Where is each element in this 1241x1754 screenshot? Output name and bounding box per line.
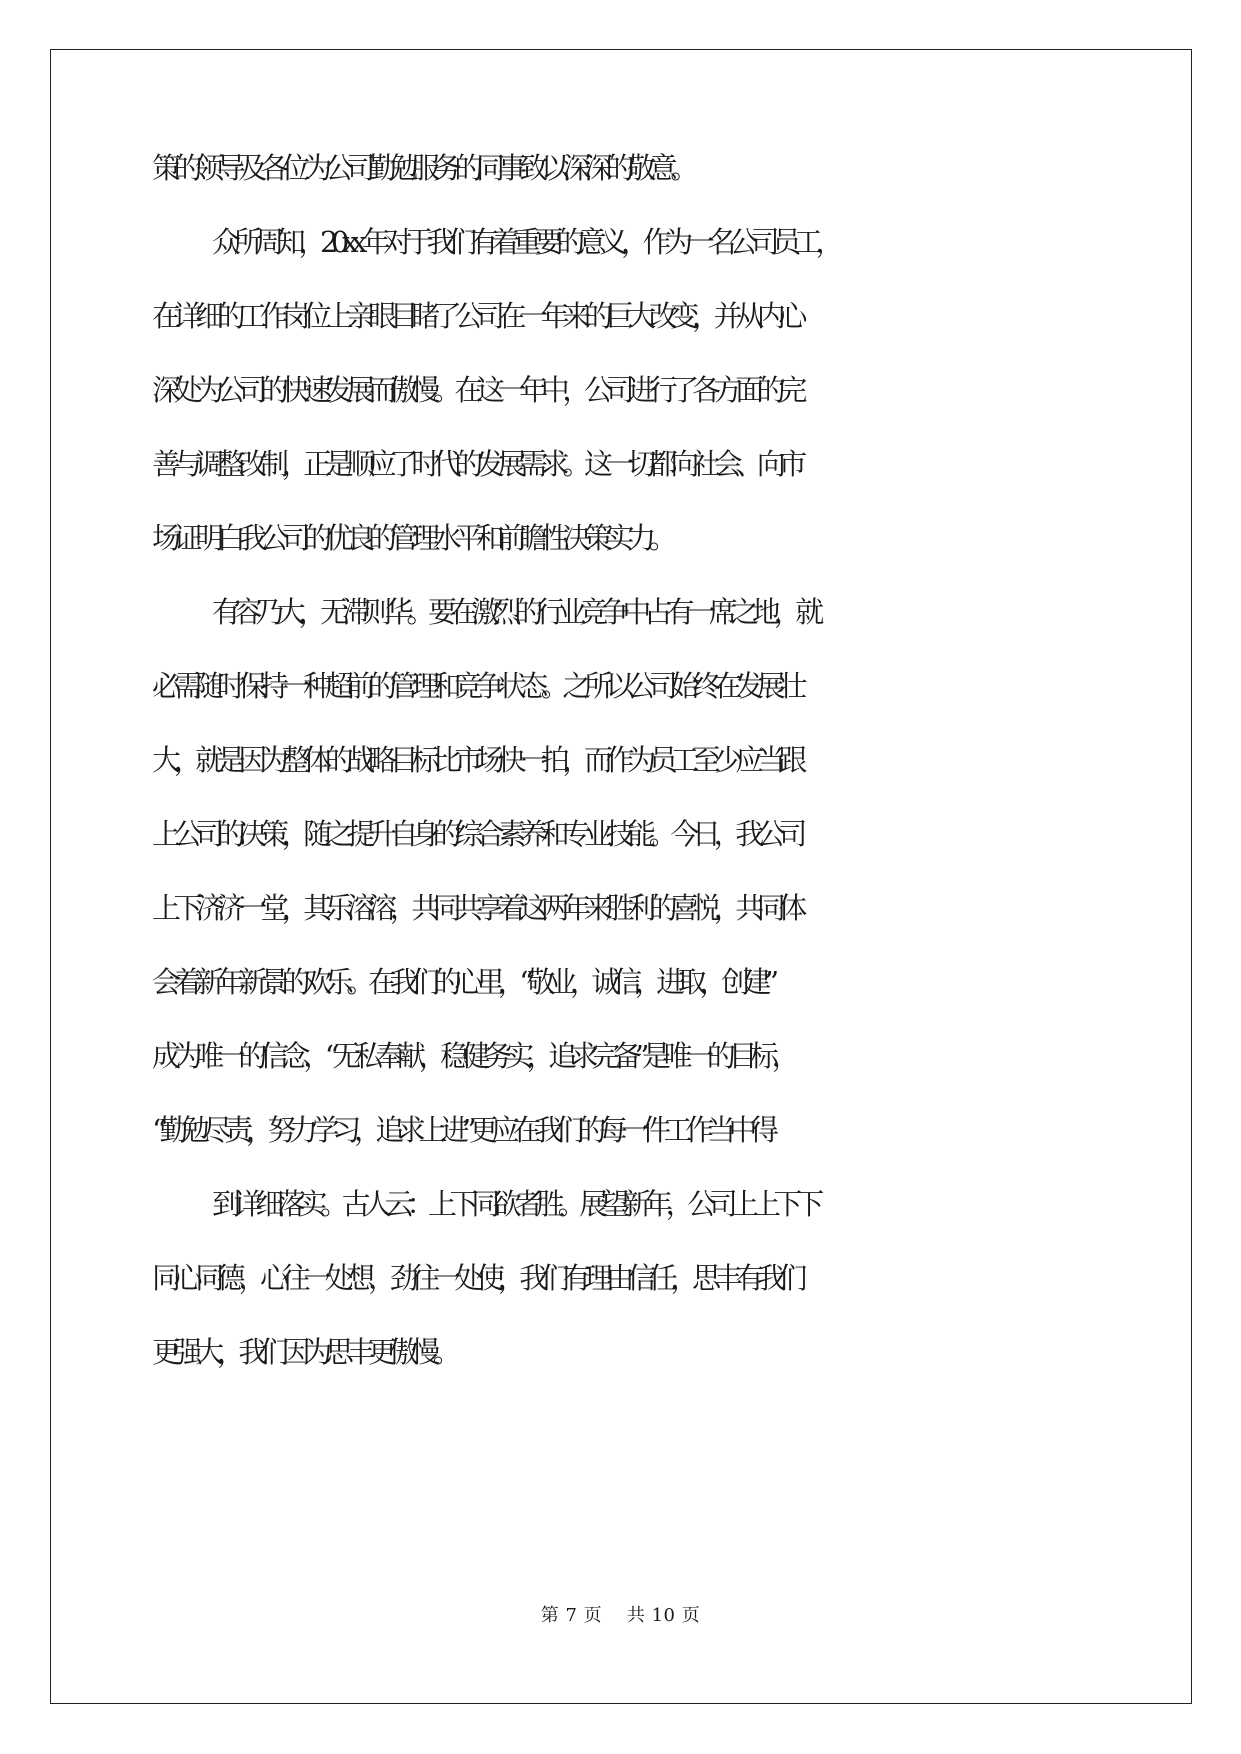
text-line: 策的领导及各位为公司勤勉服务的同事致以深深的敬意。	[152, 151, 693, 185]
text-line: 有容乃大，无滞则华。要在激烈的行业竞争中占有一席之地，就	[212, 595, 817, 629]
text-line: “勤勉尽责，努力学习，追求上进”更应在我们的每一件工作当中得	[152, 1113, 772, 1147]
text-line: 同心同德，心往一处想，劲往一处使，我们有理由信任，思丰有我们	[152, 1261, 801, 1295]
text-line: 在详细的工作岗位上亲眼目睹了公司在一年来的巨大改变，并从内心	[152, 299, 801, 333]
text-line: 场证明白我公司的优良的管理水平和前瞻性决策实力。	[152, 521, 671, 555]
text-line: 到详细落实。古人云：上下同欲者胜。展望新年，公司上上下下	[212, 1187, 817, 1221]
text-line: 善与调整改制，正是顺应了时代的发展需求。这一切都向社会、向市	[152, 447, 801, 481]
text-line: 众所周知，20xx 年对于我们有着重要的意义，作为一名公司员工，	[212, 225, 838, 259]
text-line: 大，就是因为整体的战略目标比市场快一拍，而作为员工至少应当跟	[152, 743, 801, 777]
text-line: 必需随时保持一种超前的管理和竞争状态。之所以公司始终在发展壮	[152, 669, 801, 703]
text-line: 成为唯一的信念，“无私奉献，稳健务实，追求完备”是唯一的目标，	[152, 1039, 794, 1073]
text-line: 上下济济一堂，其乐溶溶，共同共享着这两年来胜利的喜悦，共同体	[152, 891, 801, 925]
page-number-footer: 第 7 页 共 10 页	[540, 1605, 701, 1626]
text-line: 深处为公司的快速发展而傲慢。在这一年中，公司进行了各方面的完	[152, 373, 801, 407]
text-line: 更强大，我们因为思丰更傲慢。	[152, 1335, 455, 1369]
text-line: 上公司的决策，随之提升自身的综合素养和专业技能。今日，我公司	[152, 817, 801, 851]
text-line: 会着新年新景的欢乐。在我们的心里，“敬业，诚信，进取，创建”	[152, 965, 772, 999]
